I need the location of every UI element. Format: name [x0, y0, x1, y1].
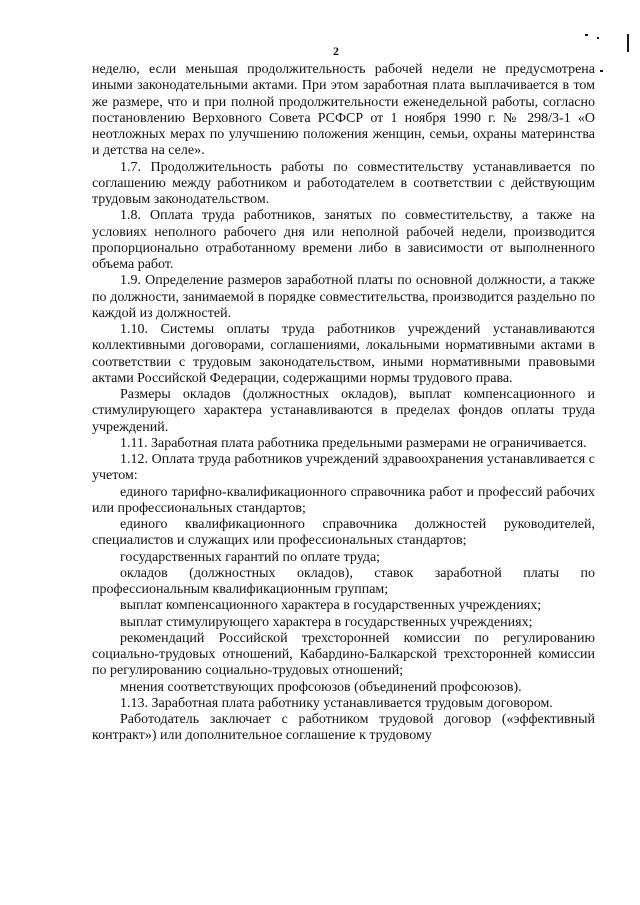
paragraph: 1.11. Заработная плата работника предельными размерами не ограничивается.: [120, 435, 587, 451]
paragraph: Работодатель заключает с работником трудовой договор («эффективный контракт») или дополнительное соглашение к трудовому: [92, 712, 595, 744]
scan-mark: [627, 34, 629, 52]
paragraph: 1.13. Заработная плата работнику устанавливается трудовым договором.: [120, 695, 553, 711]
paragraph: 1.9. Определение размеров заработной платы по основной должности, а также по должности, занимаемой в порядке совместительства, производится раздельно по каждой из должностей.: [92, 273, 595, 321]
paragraph: Размеры окладов (должностных окладов), выплат компенсационного и стимулирующего характера устанавливаются в пределах фондов оплаты труда учреждений.: [92, 387, 595, 435]
paragraph: неделю, если меньшая продолжительность рабочей недели не предусмотрена иными законодательными актами. При этом заработная плата выплачивается в том же размере, что и при полной продолжительности еженедельной работы, согласно постановлению Верховного Совета РСФСР от 1 ноября 1990 г. № 298/3-1 «О неотложных мерах по улучшению положения женщин, семьи, охраны материнства и детства на селе».: [92, 62, 595, 159]
scan-mark: [597, 37, 599, 39]
list-item: рекомендаций Российской трехсторонней комиссии по регулированию социально-трудовых отношений, Кабардино-Балкарской трехсторонней комиссии по регулированию социально-трудовых отношений;: [92, 630, 595, 679]
list-item: единого квалификационного справочника должностей руководителей, специалистов и служащих или профессиональных стандартов;: [92, 517, 595, 549]
page-number: 2: [333, 44, 339, 58]
list-item: окладов (должностных окладов), ставок заработной платы по профессиональным квалификационным группам;: [92, 565, 595, 597]
scan-mark: [585, 34, 588, 36]
list-item: государственных гарантий по оплате труда;: [120, 549, 381, 565]
list-item: выплат компенсационного характера в государственных учреждениях;: [120, 598, 542, 614]
paragraph: 1.10. Системы оплаты труда работников учреждений устанавливаются коллективными договорами, соглашениями, локальными нормативными актами в соответствии с трудовым законодательством, иными нормативными правовыми актами Российской Федерации, содержащими нормы трудового права.: [92, 322, 595, 386]
body-text: [92, 62, 595, 745]
paragraph: 1.8. Оплата труда работников, занятых по совместительству, а также на условиях неполного рабочего дня или неполной рабочей недели, производится пропорционально отработанному времени либо в зависимости от выполненного объема работ.: [92, 208, 595, 272]
list-item: единого тарифно-квалификационного справочника работ и профессий рабочих или профессиональных стандартов;: [92, 484, 595, 516]
list-item: мнения соответствующих профсоюзов (объединений профсоюзов).: [120, 679, 522, 695]
paragraph: 1.12. Оплата труда работников учреждений здравоохранения устанавливается с учетом:: [92, 452, 595, 484]
scan-mark: [600, 70, 603, 72]
paragraph: 1.7. Продолжительность работы по совместительству устанавливается по соглашению между работником и работодателем в соответствии с действующим трудовым законодательством.: [92, 159, 595, 207]
list-item: выплат стимулирующего характера в государственных учреждениях;: [120, 614, 533, 630]
